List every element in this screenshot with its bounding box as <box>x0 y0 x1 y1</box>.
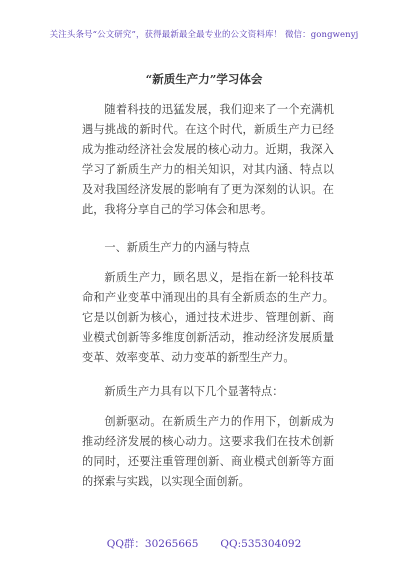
paragraph-innovation: 创新驱动。在新质生产力的作用下，创新成为推动经济发展的核心动力。这要求我们在技术创新的同时，还要注重管理创新、商业模式创新等方面的探索与实践，以实现全面创新。 <box>82 415 334 488</box>
document-title: “新质生产力”学习体会 <box>145 72 263 86</box>
footer-qq-group: QQ群：30265665 <box>106 538 199 550</box>
paragraph-definition: 新质生产力，顾名思义，是指在新一轮科技革命和产业变革中涌现出的具有全新质态的生产力。它是以创新为核心，通过技术进步、管理创新、商业模式创新等多维度创新活动，推动经济发展质量变革、效率变革、动力变革的新型生产力。 <box>82 271 334 364</box>
paragraph-intro: 随着科技的迅猛发展，我们迎来了一个充满机遇与挑战的新时代。在这个时代，新质生产力已经成为推动经济社会发展的核心动力。近期，我深入学习了新质生产力的相关知识，对其内涵、特点以及对我国经济发展的影响有了更为深刻的认识。在此，我将分享自己的学习体会和思考。 <box>82 103 334 216</box>
header-note: 关注头条号“公文研究”，获得最新最全最专业的公文资料库！ 微信：gongwenyj <box>49 30 359 40</box>
footer-qq: QQ:535304092 <box>220 538 302 550</box>
paragraph-features-intro: 新质生产力具有以下几个显著特点： <box>104 385 284 398</box>
footer-contact <box>0 536 408 551</box>
section-heading: 一、新质生产力的内涵与特点 <box>104 241 250 254</box>
